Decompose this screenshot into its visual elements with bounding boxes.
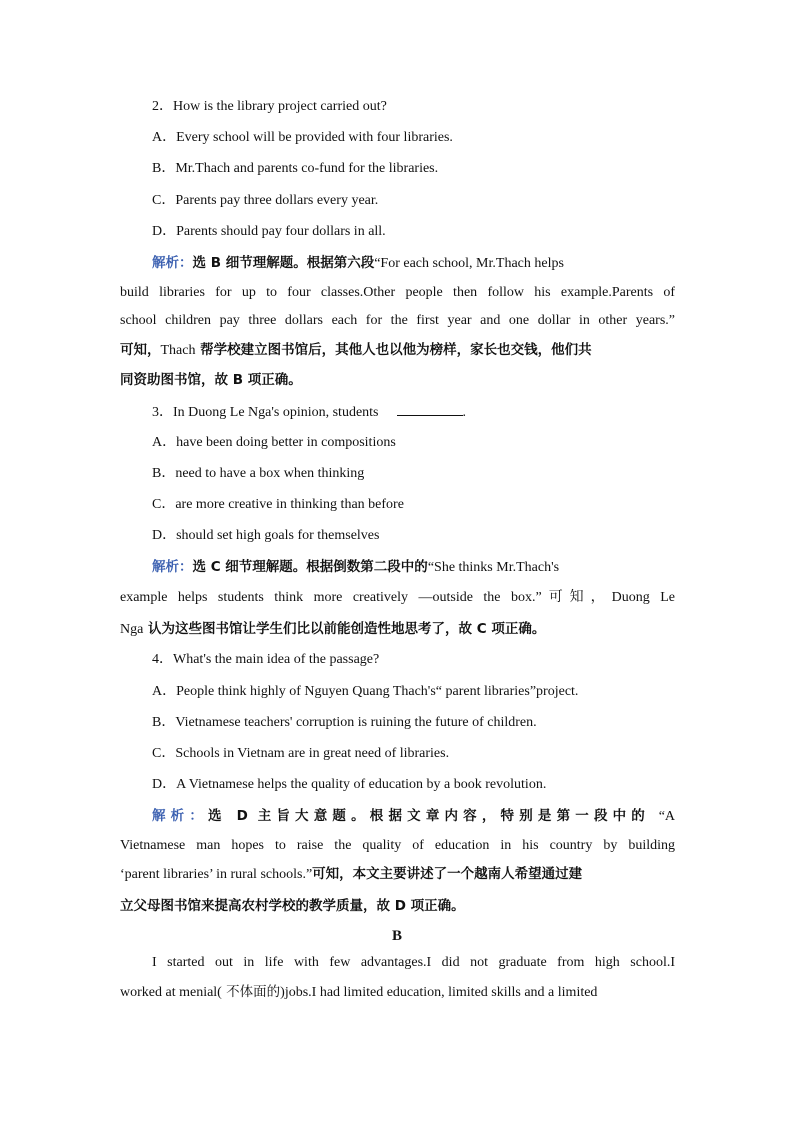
q3-analysis-line-2: example helps students think more creatively —outside the box.”可知，Duong Le bbox=[120, 590, 675, 605]
analysis-text: 选 C 细节理解题。根据倒数第二段中的 bbox=[192, 559, 428, 575]
q3-analysis-line-3 bbox=[120, 619, 675, 640]
analysis-name: Thach bbox=[160, 343, 196, 358]
analysis-name: Nga bbox=[120, 622, 144, 637]
q2-option-a: A．Every school will be provided with four libraries. bbox=[152, 130, 453, 145]
passage-text: worked at menial( bbox=[120, 985, 222, 1000]
answer-blank bbox=[397, 401, 463, 416]
analysis-tag: 解析： bbox=[152, 255, 193, 271]
q4-option-b: B．Vietnamese teachers' corruption is ruining the future of children. bbox=[152, 715, 537, 730]
q2-analysis-line-2: build libraries for up to four classes.Other people then follow his example.Parents of bbox=[120, 285, 675, 300]
q4-analysis-line-2: Vietnamese man hopes to raise the quality of education in his country by building bbox=[120, 838, 675, 853]
analysis-text: 帮学校建立图书馆后，其他人也以他为榜样，家长也交钱，他们共 bbox=[195, 342, 592, 358]
analysis-text: 可知， bbox=[120, 342, 161, 358]
q4-option-a: A．People think highly of Nguyen Quang Thach's“ parent libraries”project. bbox=[152, 684, 579, 699]
q2-analysis-line-3: school children pay three dollars each for the first year and one dollar in other years.” bbox=[120, 313, 675, 328]
q4-analysis-line-4: 立父母图书馆来提高农村学校的教学质量，故 D 项正确。 bbox=[120, 898, 465, 914]
analysis-text: 可知，本文主要讲述了一个越南人希望通过建 bbox=[312, 866, 583, 882]
passage-b-line-2 bbox=[120, 982, 675, 1003]
q4-option-d: D．A Vietnamese helps the quality of education by a book revolution. bbox=[152, 777, 547, 792]
q2-option-c: C．Parents pay three dollars every year. bbox=[152, 193, 379, 208]
q3-analysis-line-1 bbox=[152, 557, 675, 578]
analysis-text: 选 B 细节理解题。根据第六段 bbox=[192, 255, 375, 271]
q3-option-c: C．are more creative in thinking than before bbox=[152, 497, 404, 512]
analysis-tag: 解析： bbox=[152, 559, 193, 575]
analysis-quote: “A bbox=[658, 809, 675, 824]
analysis-quote: “For each school, Mr.Thach helps bbox=[374, 256, 564, 271]
q3-option-b: B．need to have a box when thinking bbox=[152, 466, 365, 481]
passage-text: )jobs.I had limited education, limited skills and a limited bbox=[280, 985, 598, 1000]
question-4: 4．What's the main idea of the passage? bbox=[152, 652, 380, 667]
question-3: 3．In Duong Le Nga's opinion, students . bbox=[152, 401, 675, 423]
analysis-quote: ‘parent libraries’ in rural schools.” bbox=[120, 867, 313, 882]
analysis-quote: “She thinks Mr.Thach's bbox=[427, 560, 560, 575]
q2-analysis-line-5: 同资助图书馆，故 B 项正确。 bbox=[120, 372, 302, 388]
question-3-text: 3．In Duong Le Nga's opinion, students bbox=[152, 405, 379, 420]
passage-b-line-1: I started out in life with few advantages.I did not graduate from high school.I bbox=[152, 955, 675, 970]
analysis-text: 认为这些图书馆让学生们比以前能创造性地思考了，故 C 项正确。 bbox=[143, 621, 546, 637]
section-heading-b: B bbox=[391, 928, 402, 944]
q4-analysis-line-1 bbox=[152, 806, 675, 826]
q2-analysis-line-4 bbox=[120, 340, 675, 361]
q4-option-c: C．Schools in Vietnam are in great need of libraries. bbox=[152, 746, 450, 761]
q2-analysis-line-1 bbox=[152, 253, 675, 274]
analysis-tag: 解析： bbox=[152, 808, 209, 824]
q3-option-d: D．should set high goals for themselves bbox=[152, 528, 380, 543]
analysis-text: 选 D 主旨大意题。根据文章内容，特别是第一段中的 bbox=[208, 808, 650, 824]
q4-analysis-line-3 bbox=[120, 864, 675, 885]
q2-option-d: D．Parents should pay four dollars in all. bbox=[152, 224, 386, 239]
q3-option-a: A．have been doing better in compositions bbox=[152, 435, 396, 450]
q2-option-b: B．Mr.Thach and parents co-fund for the libraries. bbox=[152, 161, 439, 176]
passage-gloss: 不体面的 bbox=[221, 984, 281, 1000]
question-2: 2．How is the library project carried out? bbox=[152, 99, 387, 114]
